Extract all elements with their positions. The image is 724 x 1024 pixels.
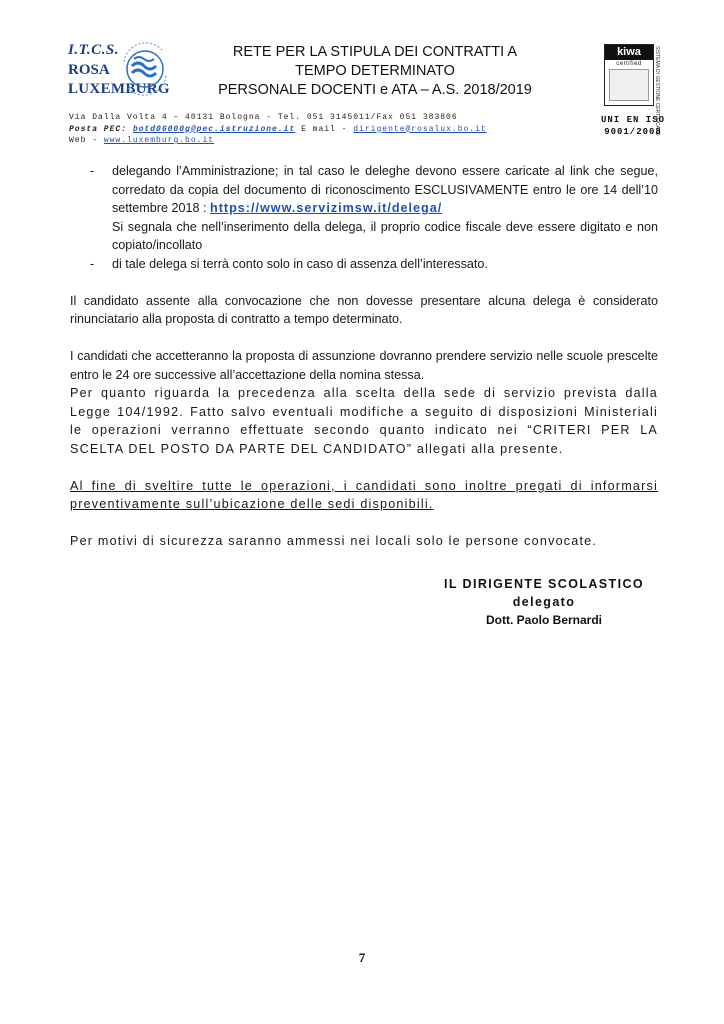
title-line-3: PERSONALE DOCENTI e ATA – A.S. 2018/2019 (218, 82, 532, 98)
title-line-1: RETE PER LA STIPULA DEI CONTRATTI A (232, 44, 518, 60)
web-line (69, 135, 487, 147)
document-body (70, 162, 658, 551)
iso-line-1: UNI EN ISO (600, 115, 665, 125)
bullet-dash: - (90, 256, 95, 271)
web-link[interactable]: www.luxemburg.bo.it (103, 136, 215, 145)
kiwa-certification-badge (604, 44, 654, 106)
logo-emblem-icon (116, 40, 174, 98)
signature-name: Dott. Paolo Bernardi (485, 613, 602, 627)
iso-line-2: 9001/2008 (604, 127, 662, 137)
delega-link[interactable]: https://www.servizimsw.it/delega/ (210, 201, 443, 215)
paragraph-assente: Il candidato assente alla convocazione che non dovesse presentare alcuna delega è considerato rinunciatario alla proposta di contratto a tempo determinato. (70, 293, 658, 326)
iso-certification (586, 114, 680, 138)
kiwa-side-text: SISTEMA DI GESTIONE CERTIFICATO (654, 46, 660, 136)
paragraph-sicurezza: Per motivi di sicurezza saranno ammessi nei locali solo le persone convocate. (70, 534, 598, 548)
contact-block (69, 112, 487, 147)
bullet2-text: di tale delega si terrà conto solo in caso di assenza dell’interessato. (112, 256, 488, 271)
page-number: 7 (358, 950, 366, 965)
paragraph-assunzione: I candidati che accetteranno la proposta di assunzione dovranno prendere servizio nelle scuole prescelte entro le 24 ore successive all’accettazione della nomina stessa. (70, 349, 658, 382)
pec-email-link[interactable]: botd06000g@pec.istruzione.it (132, 124, 296, 134)
logo-line-luxemburg: LUXEMBURG (68, 81, 170, 97)
email-line (69, 124, 487, 136)
pec-label: Posta PEC: (69, 124, 128, 134)
bullet1-note: Si segnala che nell’inserimento della delega, il proprio codice fiscale deve essere digitato e non copiato/incollato (112, 219, 658, 252)
signature-role: IL DIRIGENTE SCOLASTICO (443, 577, 645, 591)
paragraph-precedenza: Per quanto riguarda la precedenza alla scelta della sede di servizio prevista dalla Legge 104/1992. Fatto salvo eventuali modifiche a seguito di disposizioni Ministeriali le operazioni verranno effettuate secondo quanto indicato nei “CRITERI PER LA SCELTA DEL POSTO DA PARTE DEL CANDIDATO” allegati alla presente. (70, 386, 658, 456)
logo-line-rosa: ROSA (68, 62, 110, 78)
kiwa-certified-label: certified (616, 61, 642, 67)
signature-block (430, 575, 658, 629)
email-label: E mail - (301, 124, 348, 134)
bullet1-text: delegando l’Amministrazione; in tal caso le deleghe devono essere caricate al link che segue, corredato da copia del documento di riconoscimento ESCLUSIVAMENTE entro le ore 14 dell’10 settembre 2018 : (112, 164, 658, 215)
address-line: Via Dalla Volta 4 – 40131 Bologna - Tel. 051 3145011/Fax 051 383806 (69, 113, 458, 122)
list-item-assenza (70, 255, 658, 274)
email-link[interactable]: dirigente@rosalux.bo.it (353, 124, 487, 134)
bullet-dash: - (90, 164, 95, 178)
logo-line-itcs: I.T.C.S. (68, 42, 119, 58)
web-label: Web - (69, 136, 99, 145)
paragraph-sveltire: Al fine di sveltire tutte le operazioni, i candidati sono inoltre pregati di informarsi preventivamente sull’ubicazione delle sedi disponibili. (70, 478, 658, 511)
list-item-delega (70, 162, 658, 255)
kiwa-seal-icon (609, 69, 649, 101)
title-line-2: TEMPO DETERMINATO (295, 63, 455, 79)
document-title (180, 43, 570, 100)
kiwa-brand: kiwa (605, 45, 653, 60)
signature-delegato: delegato (512, 595, 576, 609)
